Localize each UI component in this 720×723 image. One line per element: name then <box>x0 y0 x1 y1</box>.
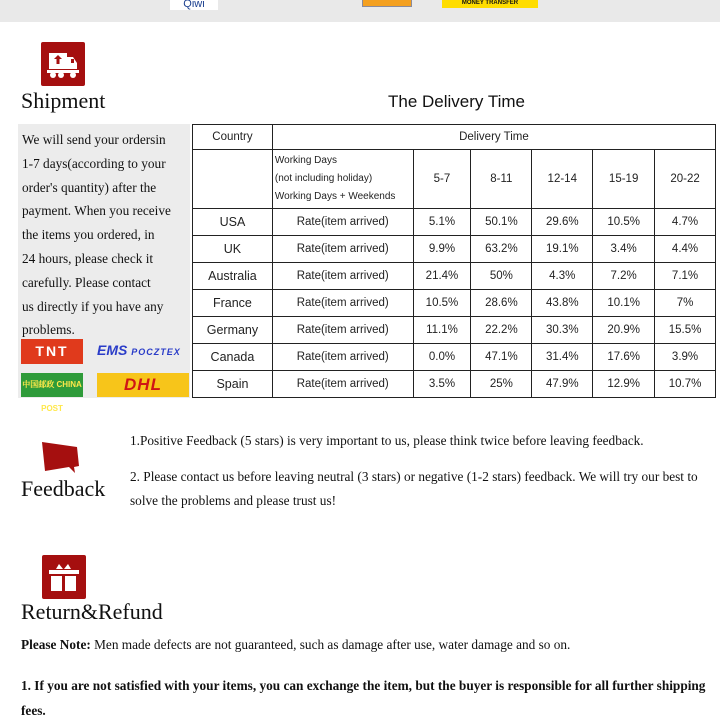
table-subheader-row <box>193 150 716 209</box>
feedback-point-1: 1.Positive Feedback (5 stars) is very important to us, please think twice before leaving feedback. <box>130 433 644 448</box>
payment-logo <box>362 0 412 7</box>
country-cell: Canada <box>193 344 273 371</box>
rate-value-cell: 3.5% <box>413 371 471 398</box>
rate-value-cell: 7% <box>655 290 716 317</box>
delivery-time-title: The Delivery Time <box>388 92 525 111</box>
empty-cell <box>193 150 273 209</box>
rate-value-cell: 4.7% <box>655 209 716 236</box>
table-row <box>193 236 716 263</box>
rate-value-cell: 15.5% <box>655 317 716 344</box>
range-header: 8-11 <box>471 150 532 209</box>
working-days-line: Working Days <box>274 155 337 166</box>
speech-bubble-icon <box>41 440 81 476</box>
return-rule-1: 1. If you are not satisfied with your items, you can exchange the item, but the buyer is responsible for all further shipping fees. <box>21 678 706 718</box>
rate-value-cell: 3.4% <box>593 236 655 263</box>
western-union-logo: MONEY TRANSFER <box>442 0 538 8</box>
rate-value-cell: 21.4% <box>413 263 471 290</box>
delivery-time-header: Delivery Time <box>272 125 715 150</box>
rate-value-cell: 10.5% <box>413 290 471 317</box>
dhl-logo: DHL <box>97 373 189 397</box>
rate-value-cell: 50% <box>471 263 532 290</box>
note-text: Men made defects are not guaranteed, such as damage after use, water damage and so on. <box>90 637 571 652</box>
rate-value-cell: 22.2% <box>471 317 532 344</box>
rate-label-cell: Rate(item arrived) <box>272 236 413 263</box>
table-header-row <box>193 125 716 150</box>
rate-value-cell: 11.1% <box>413 317 471 344</box>
truck-icon <box>41 42 85 86</box>
rate-value-cell: 10.5% <box>593 209 655 236</box>
range-header: 5-7 <box>413 150 471 209</box>
qiwi-logo: Qiwi <box>170 0 218 10</box>
rate-value-cell: 47.9% <box>532 371 593 398</box>
working-days-line: Working Days + Weekends <box>274 191 396 202</box>
rate-label-cell: Rate(item arrived) <box>272 317 413 344</box>
range-header: 20-22 <box>655 150 716 209</box>
working-days-line: (not including holiday) <box>274 173 373 184</box>
rate-value-cell: 30.3% <box>532 317 593 344</box>
pocztex-label: POCZTEX <box>131 347 181 357</box>
rate-value-cell: 47.1% <box>471 344 532 371</box>
rate-value-cell: 43.8% <box>532 290 593 317</box>
rate-value-cell: 7.1% <box>655 263 716 290</box>
table-row <box>193 317 716 344</box>
feedback-title: Feedback <box>21 476 106 501</box>
shipment-title: Shipment <box>21 88 106 113</box>
rate-value-cell: 63.2% <box>471 236 532 263</box>
rate-value-cell: 19.1% <box>532 236 593 263</box>
range-header: 15-19 <box>593 150 655 209</box>
country-cell: USA <box>193 209 273 236</box>
rate-label-cell: Rate(item arrived) <box>272 263 413 290</box>
payment-methods-strip <box>0 0 720 22</box>
ems-pocztex-logo <box>97 338 190 363</box>
country-header: Country <box>193 125 273 150</box>
rate-value-cell: 29.6% <box>532 209 593 236</box>
table-row <box>193 209 716 236</box>
country-cell: Germany <box>193 317 273 344</box>
rate-label-cell: Rate(item arrived) <box>272 371 413 398</box>
rate-label-cell: Rate(item arrived) <box>272 209 413 236</box>
shipment-description: We will send your ordersin 1-7 days(according to your order's quantity) after the payment. When you receive the items you ordered, in 24 hours, please check it carefully. Please contact us directly if you have any problems. <box>22 132 171 338</box>
rate-value-cell: 3.9% <box>655 344 716 371</box>
rate-value-cell: 31.4% <box>532 344 593 371</box>
rate-value-cell: 12.9% <box>593 371 655 398</box>
rate-label-cell: Rate(item arrived) <box>272 290 413 317</box>
rate-value-cell: 4.3% <box>532 263 593 290</box>
ems-label: EMS <box>97 342 128 358</box>
rate-value-cell: 10.7% <box>655 371 716 398</box>
rate-value-cell: 20.9% <box>593 317 655 344</box>
rate-value-cell: 4.4% <box>655 236 716 263</box>
table-row <box>193 371 716 398</box>
rate-value-cell: 5.1% <box>413 209 471 236</box>
country-cell: Spain <box>193 371 273 398</box>
working-days-cell <box>272 150 413 209</box>
rate-value-cell: 0.0% <box>413 344 471 371</box>
rate-value-cell: 28.6% <box>471 290 532 317</box>
table-row <box>193 290 716 317</box>
return-refund-title: Return&Refund <box>21 599 163 624</box>
note-label: Please Note: <box>21 637 91 652</box>
table-row <box>193 263 716 290</box>
rate-value-cell: 7.2% <box>593 263 655 290</box>
gift-icon <box>42 555 86 599</box>
rate-value-cell: 9.9% <box>413 236 471 263</box>
rate-value-cell: 25% <box>471 371 532 398</box>
feedback-point-2: 2. Please contact us before leaving neutral (3 stars) or negative (1-2 stars) feedback. We will try our best to solve the problems and please trust us! <box>130 469 698 508</box>
rate-value-cell: 10.1% <box>593 290 655 317</box>
country-cell: France <box>193 290 273 317</box>
please-note <box>21 637 711 653</box>
rate-value-cell: 17.6% <box>593 344 655 371</box>
table-row <box>193 344 716 371</box>
country-cell: UK <box>193 236 273 263</box>
range-header: 12-14 <box>532 150 593 209</box>
tnt-logo: TNT <box>21 339 83 364</box>
rate-label-cell: Rate(item arrived) <box>272 344 413 371</box>
delivery-time-table <box>192 124 716 398</box>
country-cell: Australia <box>193 263 273 290</box>
rate-value-cell: 50.1% <box>471 209 532 236</box>
china-post-logo: 中国邮政 CHINA POST <box>21 373 83 397</box>
